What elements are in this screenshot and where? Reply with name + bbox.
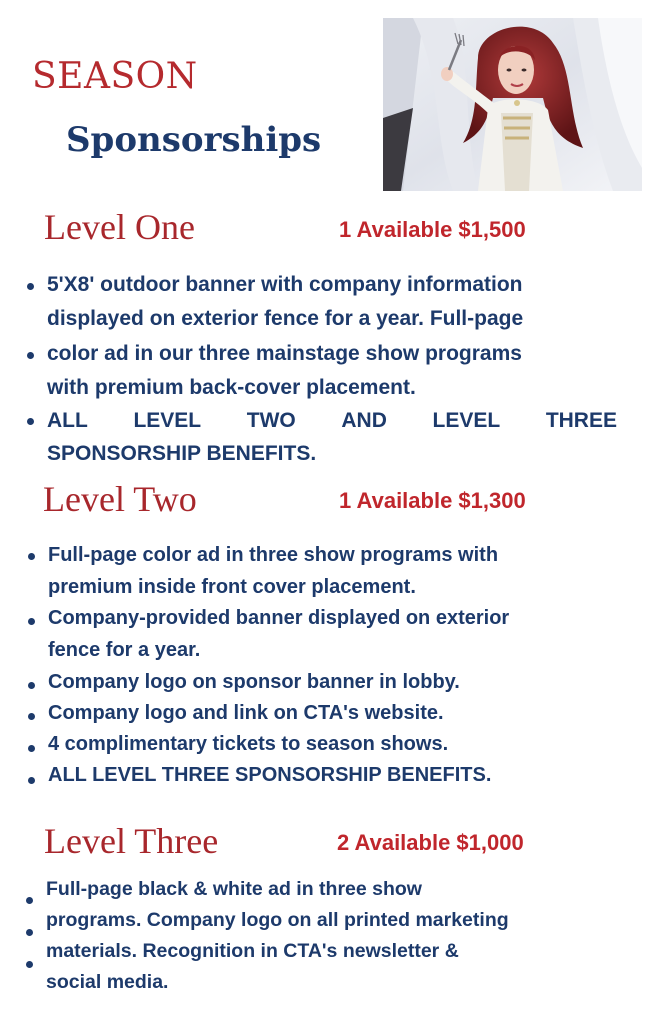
- level-one-line: 5'X8' outdoor banner with company information: [47, 273, 523, 296]
- word: LEVEL: [133, 409, 202, 432]
- bullet: [27, 283, 34, 290]
- level-two-line: Full-page color ad in three show programs with: [48, 544, 499, 566]
- level-one-line: SPONSORSHIP BENEFITS.: [47, 442, 317, 465]
- level-three-title: Level Three: [44, 821, 219, 861]
- level-three-availability: 2 Available $1,000: [337, 830, 524, 855]
- bullet: [27, 352, 34, 359]
- bullet: [26, 961, 33, 968]
- word: ALL: [47, 409, 88, 432]
- level-two-line: ALL LEVEL THREE SPONSORSHIP BENEFITS.: [48, 764, 492, 786]
- level-two-title: Level Two: [43, 479, 197, 519]
- level-one-availability: 1 Available $1,500: [339, 217, 526, 242]
- bullet: [26, 929, 33, 936]
- bullet: [28, 745, 35, 752]
- level-three-line: Full-page black & white ad in three show: [46, 878, 422, 900]
- level-one-justified-line: [47, 409, 617, 433]
- level-two-line: premium inside front cover placement.: [48, 576, 416, 598]
- word: LEVEL: [432, 409, 501, 432]
- bullet: [26, 897, 33, 904]
- level-two-line: Company logo on sponsor banner in lobby.: [48, 671, 460, 693]
- level-one-line: color ad in our three mainstage show programs: [47, 342, 522, 365]
- bullet: [28, 682, 35, 689]
- level-two-line: fence for a year.: [48, 639, 201, 661]
- season-heading: SEASON: [32, 56, 198, 97]
- bullet: [28, 777, 35, 784]
- level-one-title: Level One: [44, 207, 195, 247]
- bullet: [28, 618, 35, 625]
- bullet: [27, 418, 34, 425]
- bullet: [28, 713, 35, 720]
- level-three-line: programs. Company logo on all printed marketing: [46, 909, 509, 931]
- sponsorships-heading: Sponsorships: [66, 120, 322, 160]
- word: AND: [341, 409, 387, 432]
- level-two-line: 4 complimentary tickets to season shows.: [48, 733, 449, 755]
- level-two-line: Company-provided banner displayed on exterior: [48, 607, 510, 629]
- level-three-line: materials. Recognition in CTA's newsletter &: [46, 940, 459, 962]
- level-one-line: displayed on exterior fence for a year. Full-page: [47, 307, 524, 330]
- bullet: [28, 553, 35, 560]
- performer-photo: [383, 18, 642, 191]
- word: TWO: [246, 409, 296, 432]
- level-two-availability: 1 Available $1,300: [339, 488, 526, 513]
- level-one-line: with premium back-cover placement.: [47, 376, 416, 399]
- word: THREE: [545, 409, 617, 432]
- level-three-line: social media.: [46, 971, 169, 993]
- level-two-line: Company logo and link on CTA's website.: [48, 702, 444, 724]
